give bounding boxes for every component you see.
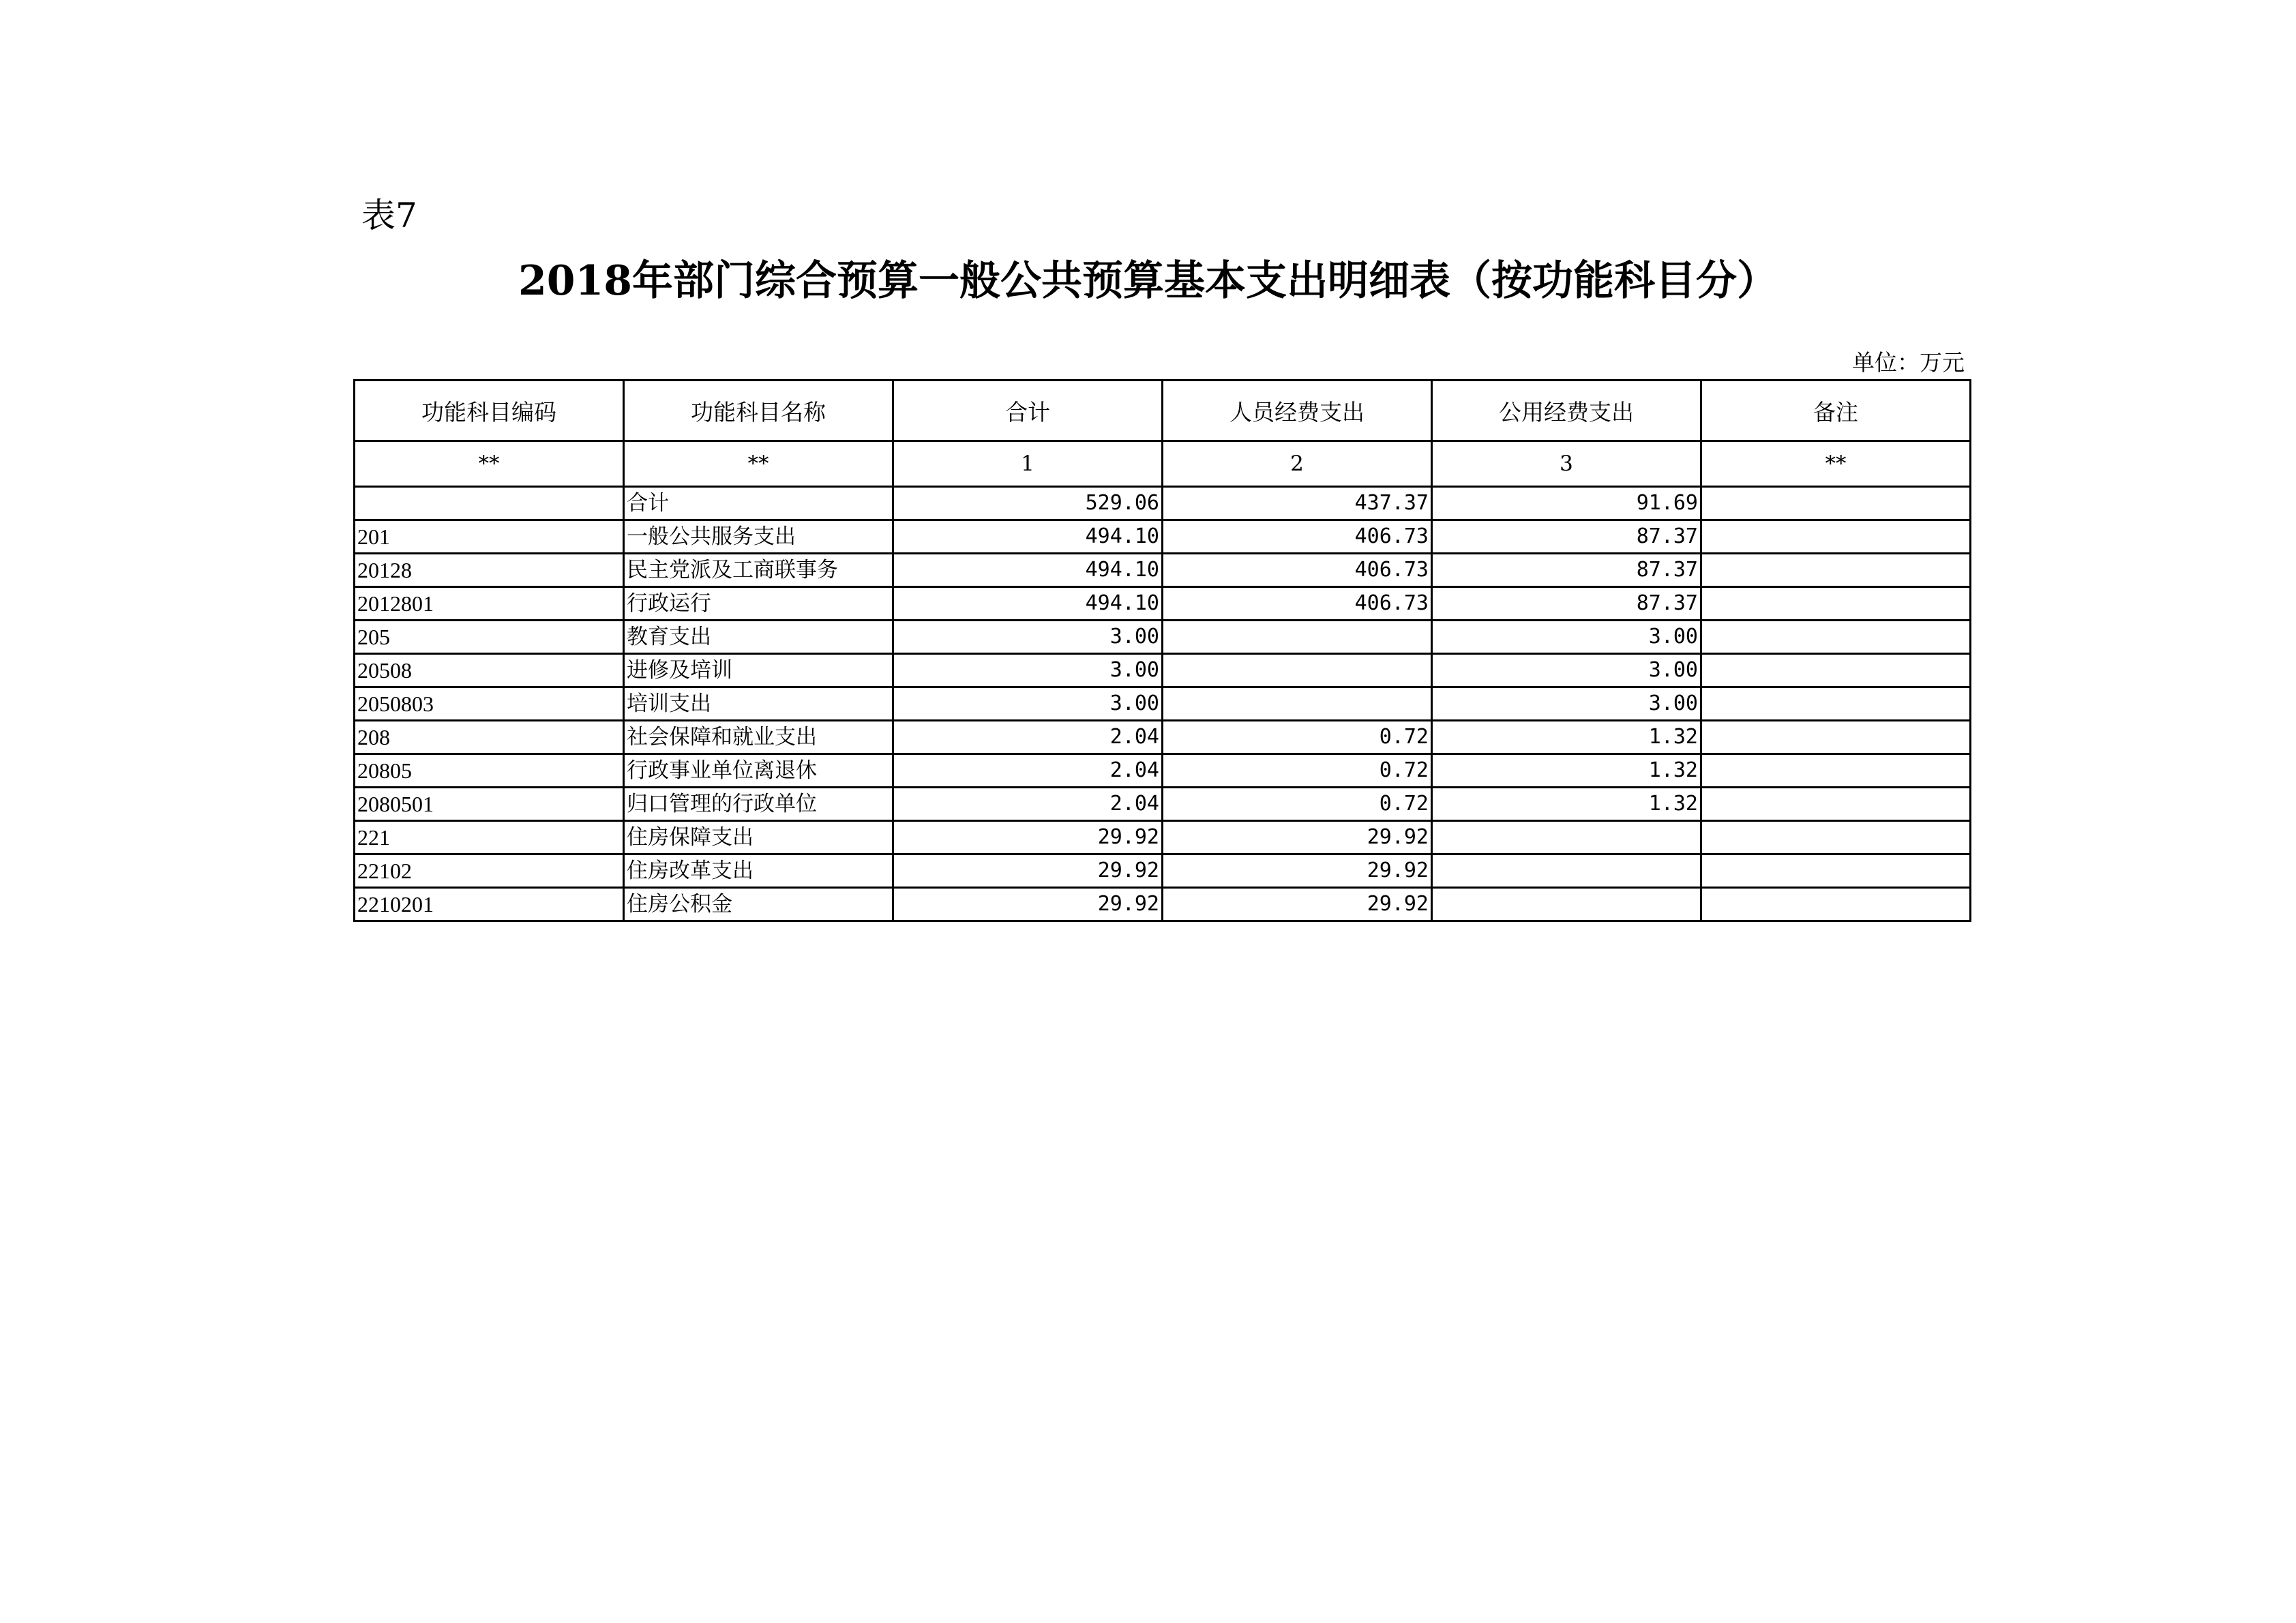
table-row xyxy=(355,520,1971,554)
cell-name: 住房公积金 xyxy=(624,888,893,921)
table-row xyxy=(355,821,1971,854)
table-row xyxy=(355,788,1971,821)
budget-table xyxy=(353,379,1971,922)
cell-name: 住房改革支出 xyxy=(624,854,893,888)
cell-name: 进修及培训 xyxy=(624,654,893,687)
index-cell: ** xyxy=(624,441,893,487)
cell-remark xyxy=(1701,654,1971,687)
cell-public: 3.00 xyxy=(1432,687,1701,721)
cell-total: 29.92 xyxy=(893,821,1163,854)
cell-public: 1.32 xyxy=(1432,788,1701,821)
cell-total: 2.04 xyxy=(893,754,1163,788)
cell-code: 20508 xyxy=(355,654,624,687)
cell-public: 87.37 xyxy=(1432,587,1701,621)
cell-total: 494.10 xyxy=(893,520,1163,554)
header-name: 功能科目名称 xyxy=(624,381,893,441)
table-row xyxy=(355,587,1971,621)
cell-code: 208 xyxy=(355,721,624,754)
table-number-label: 表7 xyxy=(361,196,417,235)
index-cell: 3 xyxy=(1432,441,1701,487)
cell-code: 201 xyxy=(355,520,624,554)
cell-name: 行政运行 xyxy=(624,587,893,621)
cell-personnel: 0.72 xyxy=(1163,721,1432,754)
cell-name: 归口管理的行政单位 xyxy=(624,788,893,821)
cell-remark xyxy=(1701,888,1971,921)
cell-public: 1.32 xyxy=(1432,754,1701,788)
header-code: 功能科目编码 xyxy=(355,381,624,441)
cell-remark xyxy=(1701,687,1971,721)
header-public: 公用经费支出 xyxy=(1432,381,1701,441)
cell-name: 民主党派及工商联事务 xyxy=(624,554,893,587)
cell-personnel: 29.92 xyxy=(1163,821,1432,854)
cell-total: 3.00 xyxy=(893,687,1163,721)
cell-remark xyxy=(1701,821,1971,854)
table-row xyxy=(355,554,1971,587)
cell-personnel: 0.72 xyxy=(1163,754,1432,788)
cell-personnel: 406.73 xyxy=(1163,554,1432,587)
cell-total: 2.04 xyxy=(893,721,1163,754)
cell-code: 205 xyxy=(355,621,624,654)
cell-public xyxy=(1432,854,1701,888)
cell-remark xyxy=(1701,554,1971,587)
header-remark: 备注 xyxy=(1701,381,1971,441)
table-row xyxy=(355,754,1971,788)
cell-public xyxy=(1432,821,1701,854)
cell-code: 2012801 xyxy=(355,587,624,621)
table-row xyxy=(355,888,1971,921)
cell-code: 20805 xyxy=(355,754,624,788)
table-row xyxy=(355,654,1971,687)
cell-remark xyxy=(1701,754,1971,788)
cell-name: 社会保障和就业支出 xyxy=(624,721,893,754)
cell-personnel xyxy=(1163,687,1432,721)
cell-personnel: 406.73 xyxy=(1163,587,1432,621)
index-row xyxy=(355,441,1971,487)
table-row xyxy=(355,721,1971,754)
cell-code: 2080501 xyxy=(355,788,624,821)
cell-personnel: 406.73 xyxy=(1163,520,1432,554)
cell-public: 1.32 xyxy=(1432,721,1701,754)
cell-total: 494.10 xyxy=(893,554,1163,587)
index-cell: ** xyxy=(355,441,624,487)
index-cell: 2 xyxy=(1163,441,1432,487)
document-title: 2018年部门综合预算一般公共预算基本支出明细表（按功能科目分） xyxy=(518,257,1778,305)
cell-name: 合计 xyxy=(624,487,893,520)
cell-total: 2.04 xyxy=(893,788,1163,821)
cell-personnel: 437.37 xyxy=(1163,487,1432,520)
header-personnel: 人员经费支出 xyxy=(1163,381,1432,441)
header-row xyxy=(355,381,1971,441)
cell-personnel: 0.72 xyxy=(1163,788,1432,821)
cell-personnel xyxy=(1163,654,1432,687)
cell-name: 住房保障支出 xyxy=(624,821,893,854)
cell-remark xyxy=(1701,721,1971,754)
cell-code: 221 xyxy=(355,821,624,854)
cell-remark xyxy=(1701,520,1971,554)
cell-remark xyxy=(1701,621,1971,654)
table-body xyxy=(355,487,1971,921)
cell-remark xyxy=(1701,587,1971,621)
cell-public: 87.37 xyxy=(1432,554,1701,587)
unit-note: 单位：万元 xyxy=(1852,349,1965,376)
cell-personnel: 29.92 xyxy=(1163,888,1432,921)
cell-total: 3.00 xyxy=(893,654,1163,687)
cell-total: 29.92 xyxy=(893,854,1163,888)
cell-remark xyxy=(1701,487,1971,520)
cell-code: 2050803 xyxy=(355,687,624,721)
cell-total: 3.00 xyxy=(893,621,1163,654)
cell-total: 529.06 xyxy=(893,487,1163,520)
cell-name: 教育支出 xyxy=(624,621,893,654)
cell-public: 87.37 xyxy=(1432,520,1701,554)
cell-personnel xyxy=(1163,621,1432,654)
cell-personnel: 29.92 xyxy=(1163,854,1432,888)
cell-total: 494.10 xyxy=(893,587,1163,621)
cell-public xyxy=(1432,888,1701,921)
index-cell: 1 xyxy=(893,441,1163,487)
cell-public: 3.00 xyxy=(1432,654,1701,687)
table-row xyxy=(355,621,1971,654)
index-cell: ** xyxy=(1701,441,1971,487)
cell-code xyxy=(355,487,624,520)
cell-name: 一般公共服务支出 xyxy=(624,520,893,554)
cell-remark xyxy=(1701,854,1971,888)
cell-code: 2210201 xyxy=(355,888,624,921)
cell-code: 22102 xyxy=(355,854,624,888)
cell-name: 培训支出 xyxy=(624,687,893,721)
table-row xyxy=(355,487,1971,520)
cell-remark xyxy=(1701,788,1971,821)
cell-public: 3.00 xyxy=(1432,621,1701,654)
cell-total: 29.92 xyxy=(893,888,1163,921)
cell-name: 行政事业单位离退休 xyxy=(624,754,893,788)
cell-code: 20128 xyxy=(355,554,624,587)
header-total: 合计 xyxy=(893,381,1163,441)
table-row xyxy=(355,687,1971,721)
cell-public: 91.69 xyxy=(1432,487,1701,520)
table-row xyxy=(355,854,1971,888)
